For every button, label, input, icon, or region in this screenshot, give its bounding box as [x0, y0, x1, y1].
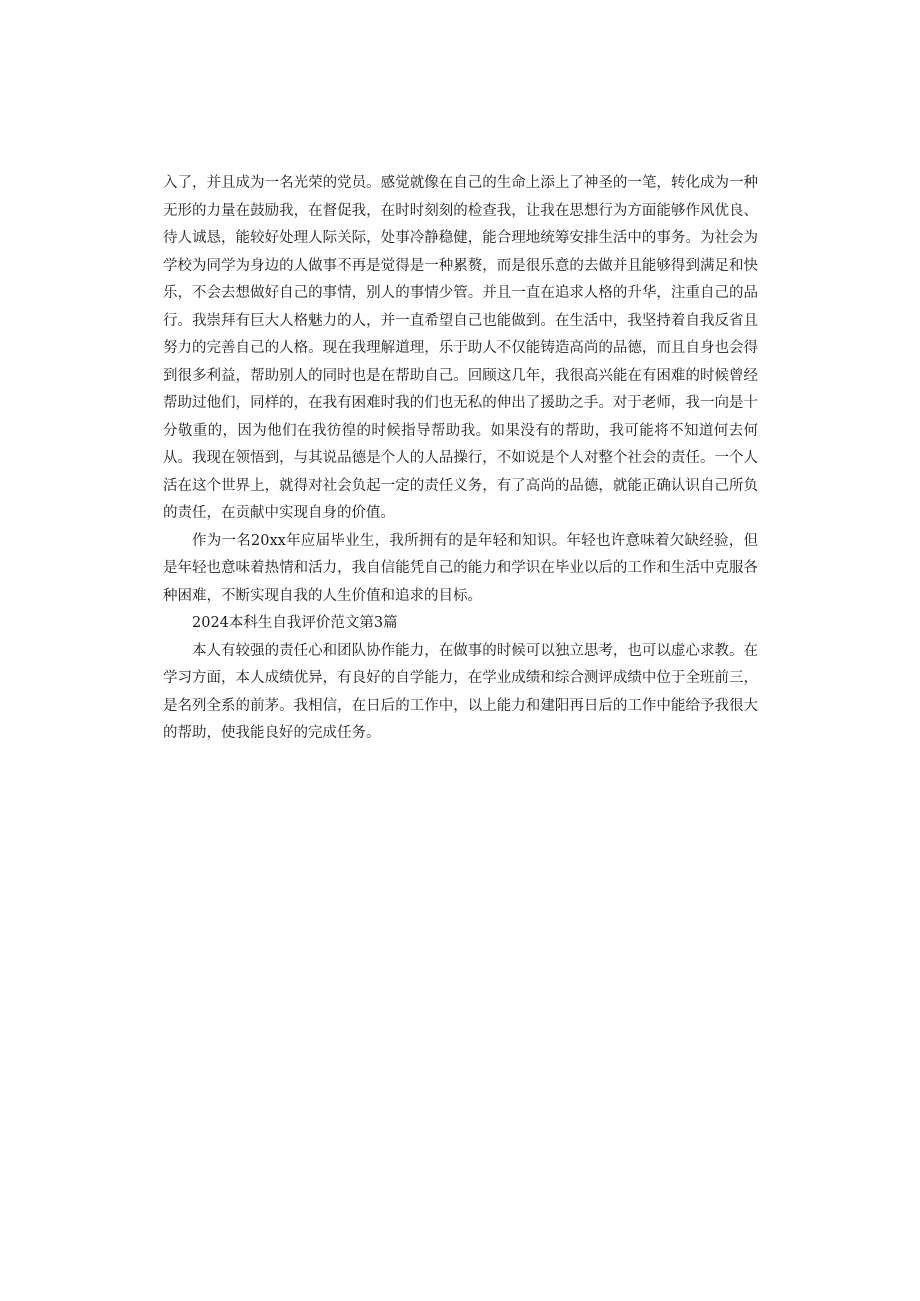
section-heading: 2024本科生自我评价范文第3篇: [192, 615, 398, 631]
document-body: [163, 170, 758, 748]
paragraph-graduate: 作为一名20xx年应届毕业生，我所拥有的是年轻和知识。年轻也许意味着欠缺经验，但是年轻也意味着热情和活力，我自信能凭自己的能力和学识在毕业以后的工作和生活中克服各种困难，不断实现自我的人生价值和追求的目标。: [163, 532, 758, 604]
paragraph-self-evaluation: 本人有较强的责任心和团队协作能力，在做事的时候可以独立思考，也可以虚心求教。在学习方面，本人成绩优异，有良好的自学能力，在学业成绩和综合测评成绩中位于全班前三，是名列全系的前茅。我相信，在日后的工作中，以上能力和建阳再日后的工作中能给予我很大的帮助，使我能良好的完成任务。: [163, 642, 758, 741]
paragraph-continuation: 入了，并且成为一名光荣的党员。感觉就像在自己的生命上添上了神圣的一笔，转化成为一种无形的力量在鼓励我，在督促我，在时时刻刻的检查我，让我在思想行为方面能够作风优良、待人诚恳，能较好处理人际关际，处事冷静稳健，能合理地统筹安排生活中的事务。为社会为学校为同学为身边的人做事不再是觉得是一种累赘，而是很乐意的去做并且能够得到满足和快乐，不会去想做好自己的事情，别人的事情少管。并且一直在追求人格的升华，注重自己的品行。我崇拜有巨大人格魅力的人，并一直希望自己也能做到。在生活中，我坚持着自我反省且努力的完善自己的人格。现在我理解道理，乐于助人不仅能铸造高尚的品德，而且自身也会得到很多利益，帮助别人的同时也是在帮助自己。回顾这几年，我很高兴能在有困难的时候曾经帮助过他们，同样的，在我有困难时我的们也无私的伸出了援助之手。对于老师，我一向是十分敬重的，因为他们在我彷徨的时候指导帮助我。如果没有的帮助，我可能将不知道何去何从。我现在领悟到，与其说品德是个人的人品操行，不如说是个人对整个社会的责任。一个人活在这个世界上，就得对社会负起一定的责任义务，有了高尚的品德，就能正确认识自己所负的责任，在贡献中实现自身的价值。: [163, 175, 758, 521]
